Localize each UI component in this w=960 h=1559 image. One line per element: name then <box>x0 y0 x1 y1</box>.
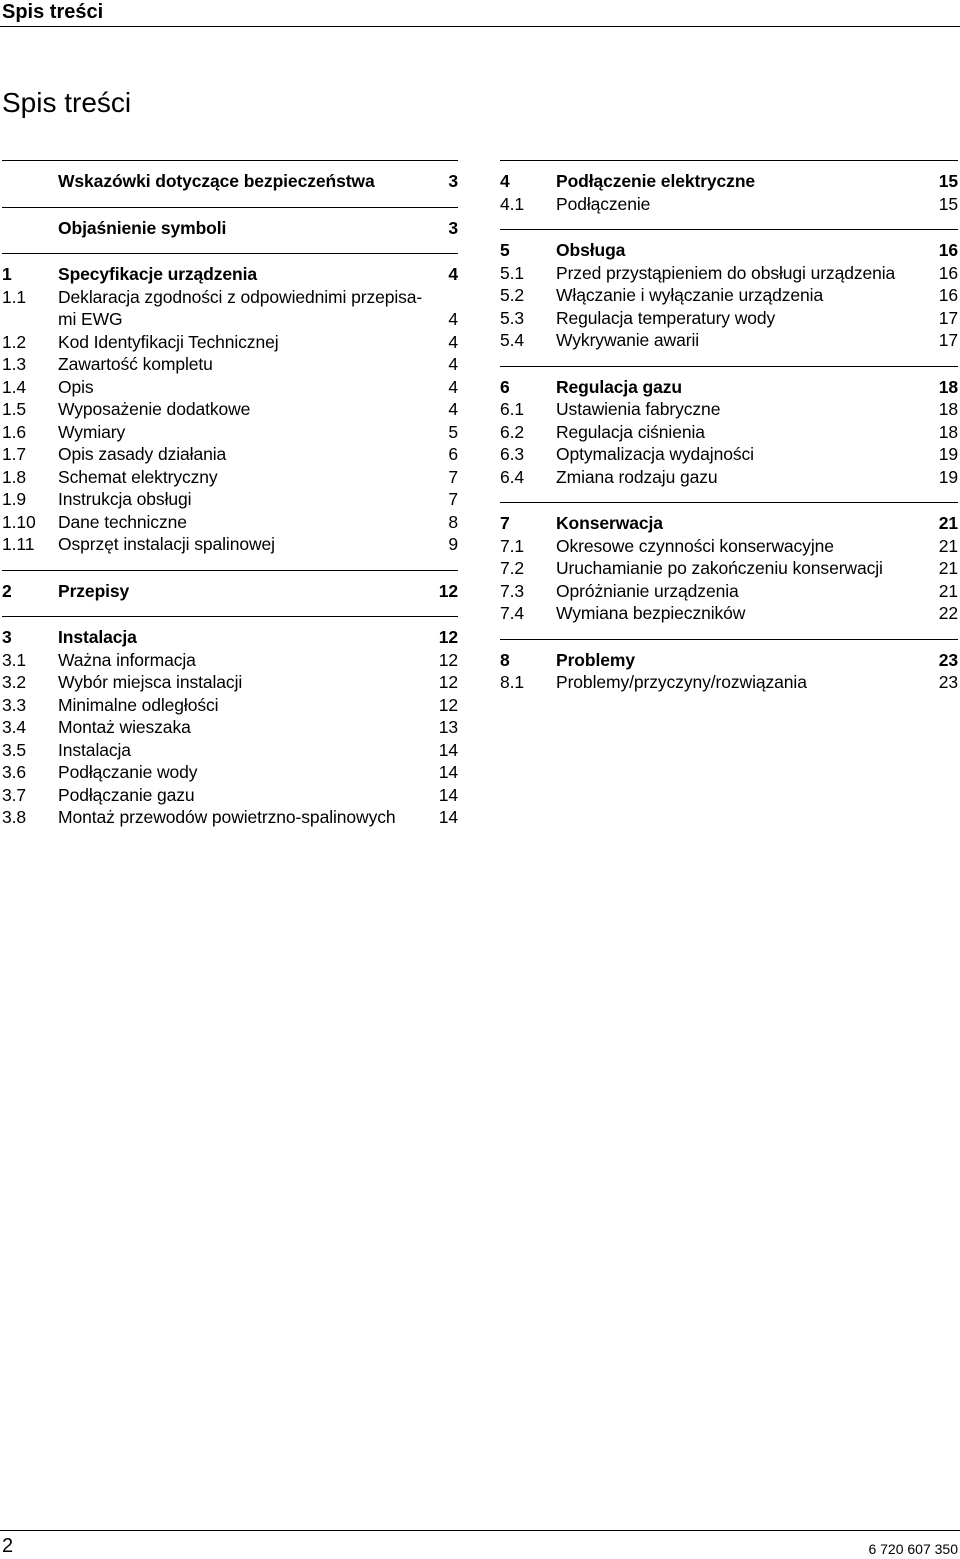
toc-entry-title: Wyposażenie dodatkowe <box>58 399 251 419</box>
toc-entry-number: 1.2 <box>2 331 27 352</box>
toc-entry-number: 3 <box>2 627 12 647</box>
toc-entry-page: 13 <box>438 717 458 737</box>
toc-entry-number: 4.1 <box>500 193 525 214</box>
toc-entry-row[interactable] <box>2 466 458 489</box>
toc-chapter-row[interactable] <box>2 263 458 286</box>
toc-entry-title: Minimalne odległości <box>58 694 219 715</box>
toc-entry-title: Wymiana bezpieczników <box>556 603 746 623</box>
toc-entry-page: 3 <box>448 171 458 191</box>
toc-entry-title: Objaśnienie symboli <box>58 217 227 238</box>
toc-entry-row[interactable] <box>2 716 458 739</box>
toc-chapter-row[interactable] <box>500 512 958 535</box>
toc-section <box>500 639 958 708</box>
toc-section <box>2 207 458 254</box>
toc-entry-row[interactable] <box>2 488 458 511</box>
toc-entry-title: Wybór miejsca instalacji <box>58 672 243 692</box>
toc-right-column <box>500 160 958 708</box>
toc-entry-title: Włączanie i wyłączanie urządzenia <box>556 285 824 305</box>
toc-chapter-row[interactable] <box>500 170 958 193</box>
toc-entry-number: 7.3 <box>500 580 525 601</box>
toc-entry-title: Uruchamianie po zakończeniu konserwacji <box>556 558 883 578</box>
toc-entry-page: 12 <box>438 649 458 670</box>
toc-entry-number: 1.3 <box>2 354 27 374</box>
toc-section <box>500 366 958 503</box>
toc-entry-row[interactable] <box>500 398 958 421</box>
toc-entry-page: 15 <box>938 193 958 214</box>
toc-entry-page: 18 <box>938 421 958 442</box>
toc-entry-number: 6.3 <box>500 444 525 464</box>
page-footer <box>0 1530 960 1559</box>
toc-entry-page: 8 <box>448 511 458 532</box>
toc-section <box>500 160 958 229</box>
footer-divider <box>0 1530 960 1531</box>
toc-entry-number: 6.1 <box>500 399 525 419</box>
toc-entry-row[interactable] <box>500 193 958 216</box>
toc-entry-title: Ważna informacja <box>58 649 196 670</box>
toc-entry-number: 1 <box>2 264 12 284</box>
toc-section <box>2 570 458 617</box>
toc-entry-number: 1.4 <box>2 376 27 397</box>
toc-entry-title: Problemy/przyczyny/rozwiązania <box>556 672 807 692</box>
header-divider <box>0 26 960 27</box>
toc-entry-number: 1.7 <box>2 444 27 464</box>
toc-entry-title: Podłączanie gazu <box>58 784 195 805</box>
toc-section <box>2 253 458 570</box>
toc-entry-number: 1.5 <box>2 399 27 419</box>
toc-entry-title: Opis <box>58 376 94 397</box>
toc-entry-number: 5.1 <box>500 262 525 283</box>
toc-entry-page: 7 <box>448 466 458 487</box>
toc-entry-page: 4 <box>448 399 458 419</box>
toc-entry-number: 1.11 <box>2 534 35 554</box>
toc-entry-page: 19 <box>938 466 958 487</box>
toc-entry-number: 6.4 <box>500 466 525 487</box>
toc-entry-title: Podłączenie elektryczne <box>556 171 756 191</box>
toc-entry-page: 21 <box>938 580 958 601</box>
toc-entry-title: Deklaracja zgodności z odpowiednimi przepisa- <box>58 286 423 307</box>
toc-entry-row[interactable] <box>2 376 458 399</box>
toc-entry-row[interactable] <box>2 421 458 444</box>
toc-entry-number: 3.3 <box>2 694 27 715</box>
toc-entry-page: 18 <box>938 376 958 397</box>
toc-entry-row[interactable] <box>2 806 458 829</box>
toc-entry-row[interactable] <box>500 466 958 489</box>
toc-entry-number: 6.2 <box>500 421 525 442</box>
toc-entry-number: 2 <box>2 580 12 601</box>
toc-entry-title: Optymalizacja wydajności <box>556 444 754 464</box>
toc-entry-row[interactable] <box>2 533 458 556</box>
toc-entry-number: 1.6 <box>2 421 27 442</box>
toc-entry-page: 21 <box>938 535 958 556</box>
toc-entry-page: 6 <box>448 444 458 464</box>
toc-entry-title: Podłączanie wody <box>58 762 198 782</box>
toc-entry-number: 6 <box>500 376 510 397</box>
toc-entry-title: mi EWG <box>58 309 123 329</box>
toc-entry-title: Specyfikacje urządzenia <box>58 264 258 284</box>
toc-entry-title: Montaż przewodów powietrzno-spalinowych <box>58 807 396 827</box>
toc-entry-page: 3 <box>448 217 458 238</box>
toc-entry-page: 4 <box>448 309 458 329</box>
toc-entry-number: 7 <box>500 513 510 533</box>
toc-entry-page: 15 <box>938 171 958 191</box>
toc-entry-page: 17 <box>938 330 958 350</box>
toc-entry-row[interactable] <box>2 671 458 694</box>
toc-entry-number: 3.2 <box>2 672 27 692</box>
toc-entry-row[interactable] <box>500 421 958 444</box>
toc-chapter-row[interactable] <box>2 626 458 649</box>
toc-left-column <box>2 160 458 843</box>
toc-entry-title: Podłączenie <box>556 193 651 214</box>
toc-entry-number: 1.1 <box>2 286 27 307</box>
toc-entry-row[interactable] <box>2 353 458 376</box>
toc-entry-page: 4 <box>448 354 458 374</box>
toc-entry-page: 4 <box>448 376 458 397</box>
toc-entry-row[interactable] <box>500 602 958 625</box>
toc-entry-row[interactable] <box>2 308 458 331</box>
toc-entry-page: 16 <box>938 285 958 305</box>
toc-entry-number: 3.7 <box>2 784 27 805</box>
toc-entry-page: 23 <box>938 672 958 692</box>
toc-entry-page: 16 <box>938 240 958 260</box>
footer-page-number: 2 <box>2 1535 14 1557</box>
toc-entry-number: 7.4 <box>500 603 525 623</box>
toc-entry-title: Przed przystąpieniem do obsługi urządzenia <box>556 262 896 283</box>
toc-entry-page: 12 <box>438 580 458 601</box>
toc-entry-number: 3.1 <box>2 649 27 670</box>
toc-entry-row[interactable] <box>2 761 458 784</box>
toc-entry-row[interactable] <box>2 694 458 717</box>
toc-entry-title: Przepisy <box>58 580 130 601</box>
toc-entry-title: Regulacja temperatury wody <box>556 307 776 328</box>
toc-entry-page: 4 <box>448 331 458 352</box>
toc-entry-page: 12 <box>438 627 458 647</box>
toc-entry-row[interactable] <box>500 443 958 466</box>
toc-section <box>500 502 958 639</box>
toc-entry-title: Instrukcja obsługi <box>58 489 192 509</box>
toc-entry-number: 5.3 <box>500 307 525 328</box>
toc-chapter-row[interactable] <box>2 217 458 240</box>
toc-entry-title: Zawartość kompletu <box>58 354 213 374</box>
toc-entry-page: 18 <box>938 399 958 419</box>
toc-section <box>2 616 458 843</box>
toc-entry-page: 21 <box>938 513 958 533</box>
toc-entry-row[interactable] <box>500 580 958 603</box>
toc-entry-title: Wykrywanie awarii <box>556 330 700 350</box>
toc-chapter-row[interactable] <box>500 649 958 672</box>
page-title: Spis treści <box>2 87 132 118</box>
toc-entry-number: 1.10 <box>2 511 36 532</box>
toc-entry-title: Wymiary <box>58 421 126 442</box>
toc-section <box>500 229 958 366</box>
toc-entry-title: Regulacja gazu <box>556 376 682 397</box>
toc-entry-row[interactable] <box>2 649 458 672</box>
toc-entry-number: 5.4 <box>500 330 525 350</box>
toc-entry-page: 12 <box>438 694 458 715</box>
toc-entry-title: Obsługa <box>556 240 626 260</box>
toc-entry-title: Ustawienia fabryczne <box>556 399 721 419</box>
toc-entry-title: Schemat elektryczny <box>58 466 218 487</box>
toc-entry-row[interactable] <box>500 284 958 307</box>
toc-chapter-row[interactable] <box>2 580 458 603</box>
toc-entry-number: 3.8 <box>2 807 27 827</box>
toc-entry-title: Osprzęt instalacji spalinowej <box>58 534 275 554</box>
toc-entry-title: Montaż wieszaka <box>58 717 191 737</box>
toc-entry-page: 14 <box>438 784 458 805</box>
toc-entry-title: Regulacja ciśnienia <box>556 421 705 442</box>
toc-entry-title: Opis zasady działania <box>58 444 227 464</box>
toc-entry-row[interactable] <box>2 331 458 354</box>
toc-entry-title: Konserwacja <box>556 513 663 533</box>
toc-chapter-row[interactable] <box>2 170 458 193</box>
toc-entry-title: Okresowe czynności konserwacyjne <box>556 535 834 556</box>
toc-entry-title: Instalacja <box>58 739 131 760</box>
toc-entry-title: Wskazówki dotyczące bezpieczeństwa <box>58 171 375 191</box>
toc-entry-title: Opróżnianie urządzenia <box>556 580 739 601</box>
toc-section <box>2 160 458 207</box>
toc-entry-page: 14 <box>438 762 458 782</box>
running-header-title: Spis treści <box>2 1 104 23</box>
toc-entry-title: Zmiana rodzaju gazu <box>556 466 718 487</box>
footer-document-code: 6 720 607 350 <box>868 1541 958 1557</box>
toc-entry-row[interactable] <box>2 286 458 309</box>
toc-entry-number: 5.2 <box>500 285 525 305</box>
toc-entry-title: Instalacja <box>58 627 137 647</box>
toc-entry-row[interactable] <box>2 443 458 466</box>
toc-entry-row[interactable] <box>500 535 958 558</box>
toc-entry-number: 7.2 <box>500 558 525 578</box>
toc-entry-title: Dane techniczne <box>58 511 187 532</box>
toc-entry-row[interactable] <box>500 262 958 285</box>
toc-entry-number: 1.9 <box>2 489 27 509</box>
toc-entry-page: 14 <box>438 739 458 760</box>
toc-entry-row[interactable] <box>2 511 458 534</box>
toc-entry-page: 9 <box>448 534 458 554</box>
toc-entry-title: Problemy <box>556 649 635 670</box>
toc-entry-number: 3.4 <box>2 717 27 737</box>
toc-entry-page: 22 <box>938 603 958 623</box>
toc-entry-page: 17 <box>938 307 958 328</box>
toc-entry-number: 3.6 <box>2 762 27 782</box>
toc-entry-number: 4 <box>500 171 510 191</box>
toc-entry-page: 5 <box>448 421 458 442</box>
toc-entry-page: 19 <box>938 444 958 464</box>
toc-chapter-row[interactable] <box>500 239 958 262</box>
toc-entry-row[interactable] <box>2 739 458 762</box>
toc-entry-page: 21 <box>938 558 958 578</box>
toc-entry-title: Kod Identyfikacji Technicznej <box>58 331 279 352</box>
toc-entry-number: 1.8 <box>2 466 27 487</box>
toc-entry-page: 14 <box>438 807 458 827</box>
toc-entry-number: 7.1 <box>500 535 525 556</box>
toc-entry-page: 12 <box>438 672 458 692</box>
toc-entry-row[interactable] <box>500 329 958 352</box>
toc-chapter-row[interactable] <box>500 376 958 399</box>
toc-entry-page: 23 <box>938 649 958 670</box>
toc-entry-number: 8 <box>500 649 510 670</box>
toc-entry-page: 4 <box>448 264 458 284</box>
toc-entry-row[interactable] <box>500 671 958 694</box>
toc-entry-number: 8.1 <box>500 672 525 692</box>
toc-entry-row[interactable] <box>2 398 458 421</box>
toc-entry-row[interactable] <box>500 557 958 580</box>
toc-entry-page: 16 <box>938 262 958 283</box>
toc-entry-page: 7 <box>448 489 458 509</box>
running-header <box>0 0 960 28</box>
toc-entry-row[interactable] <box>500 307 958 330</box>
toc-entry-row[interactable] <box>2 784 458 807</box>
toc-entry-number: 3.5 <box>2 739 27 760</box>
toc-entry-number: 5 <box>500 240 510 260</box>
